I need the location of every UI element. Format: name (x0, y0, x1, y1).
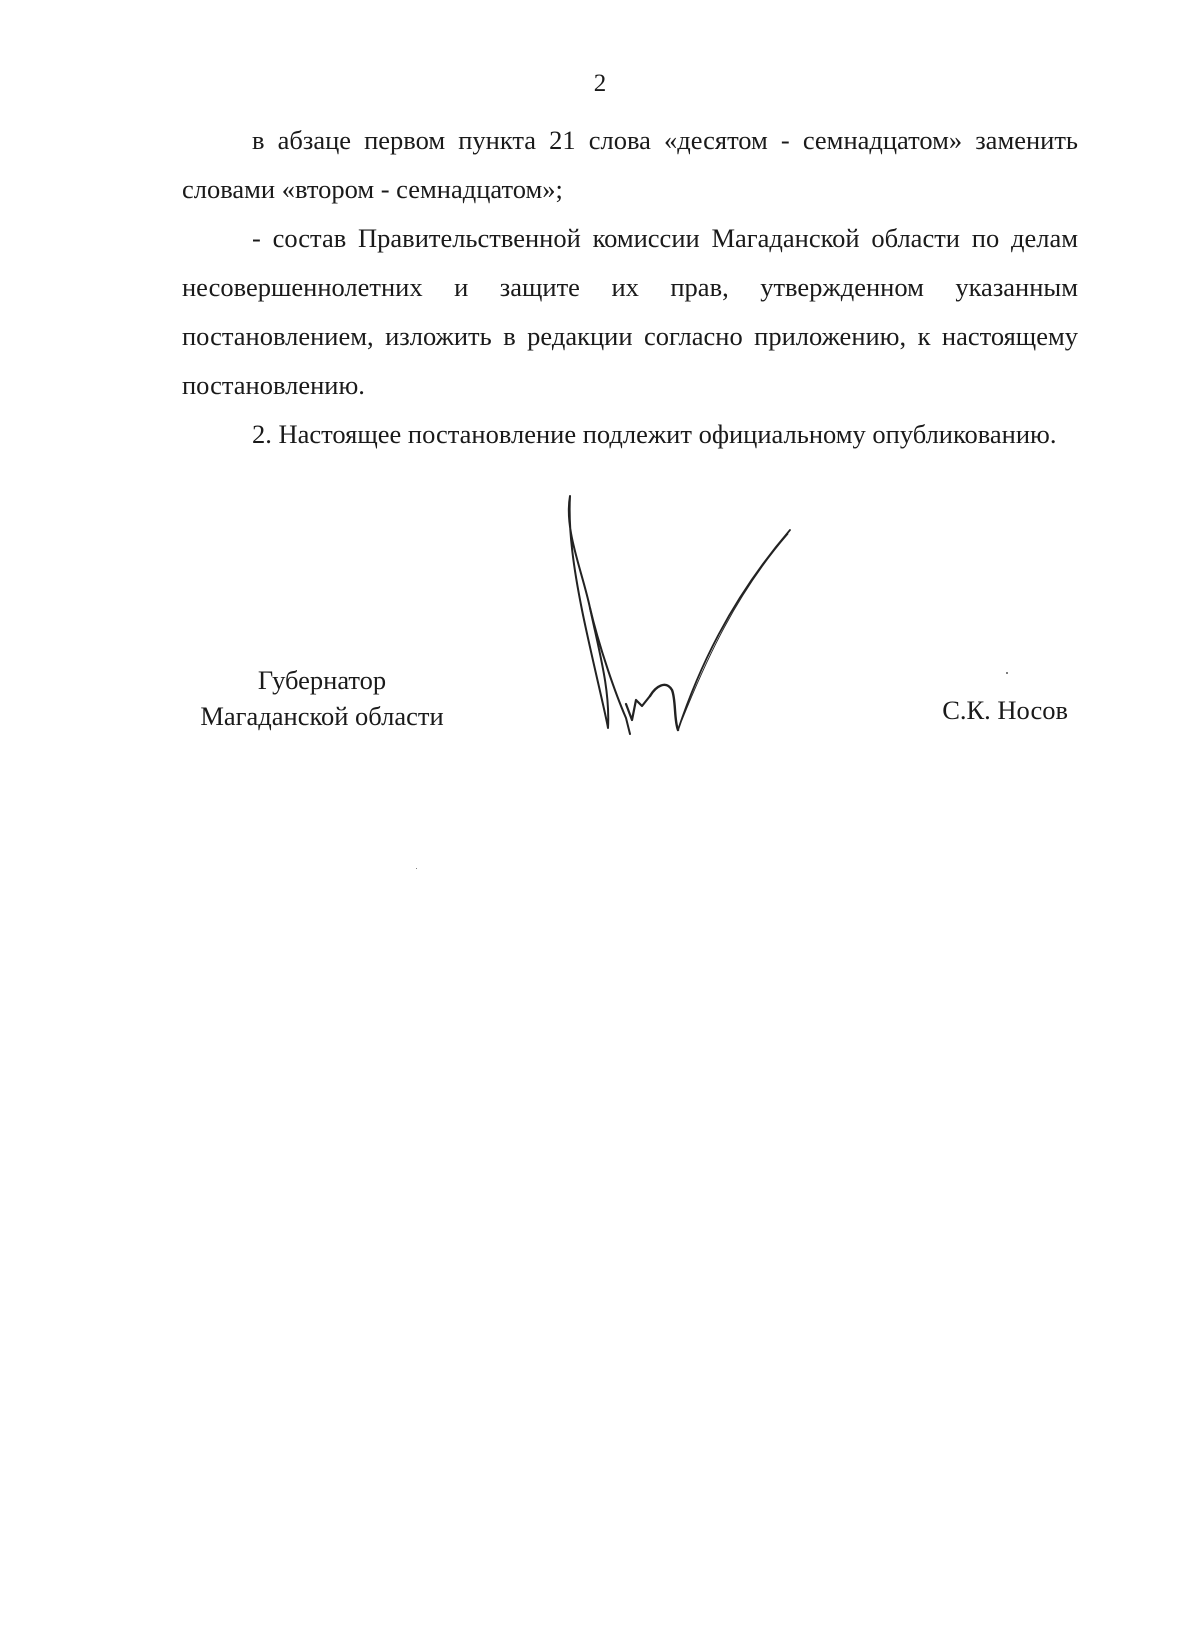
page-number: 2 (593, 70, 607, 97)
paragraph-amendment-clause-21: в абзаце первом пункта 21 слова «десятом - семнадцатом» заменить словами «втором - семнадцатом»; (182, 125, 1085, 204)
signer-title-line2: Магаданской области (200, 701, 444, 731)
scan-speck (1006, 672, 1008, 674)
paragraph-publication: 2. Настоящее постановление подлежит официальному опубликованию. (252, 419, 1057, 449)
signer-title (182, 662, 462, 734)
signer-title-line1: Губернатор (257, 665, 387, 695)
signer-name: С.К. Носов (942, 695, 1068, 725)
scan-speck (416, 868, 417, 869)
paragraph-commission-composition: - состав Правительственной комиссии Магаданской области по делам несовершеннолетних и защите их прав, утвержденном указанным постановлением, изложить в редакции согласно приложению, к настоящему постановлению. (182, 223, 1085, 400)
document-body (182, 116, 1085, 459)
handwritten-signature-icon (560, 490, 830, 770)
